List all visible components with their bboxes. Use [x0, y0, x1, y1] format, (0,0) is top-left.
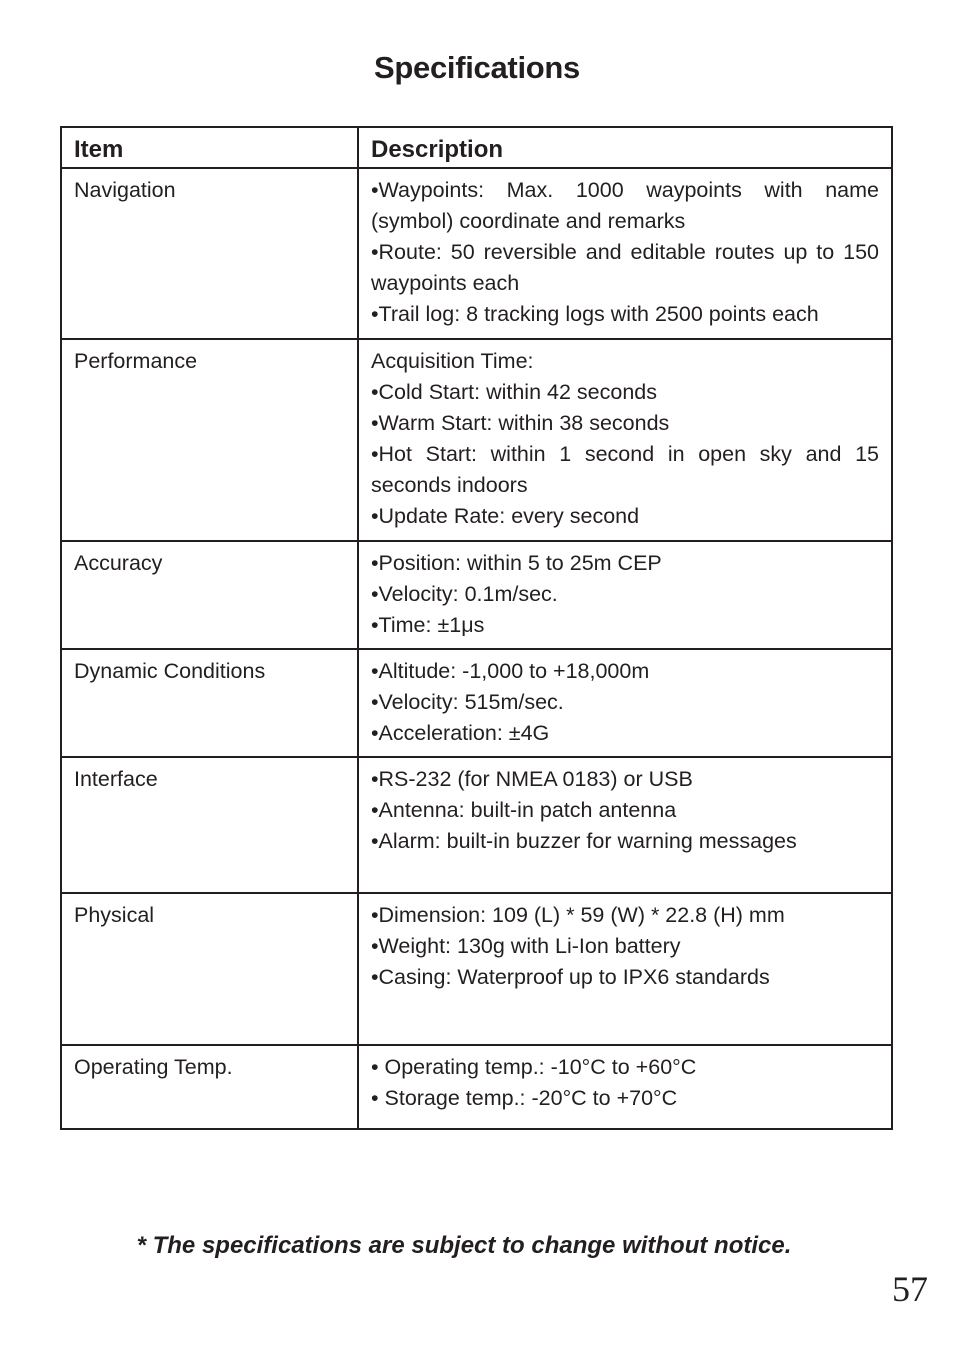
footnote: * The specifications are subject to change without notice. [136, 1232, 792, 1259]
page-number: 57 [892, 1269, 928, 1309]
description-line: •Velocity: 0.1m/sec. [371, 582, 558, 606]
description-line: •RS-232 (for NMEA 0183) or USB [371, 767, 693, 791]
description-line: •Time: ±1μs [371, 613, 485, 637]
table-row [61, 541, 892, 649]
table-row [61, 1045, 892, 1129]
description-line: •Acceleration: ±4G [371, 721, 550, 745]
description-line: •Route: 50 reversible and editable routes up to 150 waypoints each [371, 240, 879, 295]
description-cell [358, 649, 892, 757]
item-cell: Interface [61, 757, 358, 893]
description-line: •Trail log: 8 tracking logs with 2500 points each [371, 302, 819, 326]
description-line: •Hot Start: within 1 second in open sky and 15 seconds indoors [371, 442, 879, 497]
table-row [61, 168, 892, 339]
description-line: •Dimension: 109 (L) * 59 (W) * 22.8 (H) mm [371, 903, 785, 927]
item-cell: Accuracy [61, 541, 358, 649]
description-cell [358, 168, 892, 339]
item-cell: Navigation [61, 168, 358, 339]
item-cell: Performance [61, 339, 358, 541]
table-row [61, 339, 892, 541]
description-line: •Casing: Waterproof up to IPX6 standards [371, 965, 770, 989]
table-row [61, 757, 892, 893]
description-cell [358, 1045, 892, 1129]
description-line: •Position: within 5 to 25m CEP [371, 551, 662, 575]
table-row [61, 893, 892, 1045]
specifications-table [60, 126, 893, 1130]
description-cell [358, 541, 892, 649]
description-line: •Warm Start: within 38 seconds [371, 411, 670, 435]
item-cell: Physical [61, 893, 358, 1045]
description-line: •Weight: 130g with Li-Ion battery [371, 934, 681, 958]
item-cell: Operating Temp. [61, 1045, 358, 1129]
column-header-item: Item [61, 127, 358, 168]
description-line: •Update Rate: every second [371, 504, 640, 528]
description-cell [358, 339, 892, 541]
description-cell [358, 757, 892, 893]
table-header-row [61, 127, 892, 168]
item-cell: Dynamic Conditions [61, 649, 358, 757]
description-line: • Storage temp.: -20°C to +70°C [371, 1086, 678, 1110]
description-line: •Cold Start: within 42 seconds [371, 380, 657, 404]
description-line: •Waypoints: Max. 1000 waypoints with name (symbol) coordinate and remarks [371, 178, 879, 233]
page-title: Specifications [374, 50, 580, 85]
description-line: •Alarm: built-in buzzer for warning messages [371, 829, 797, 853]
description-cell [358, 893, 892, 1045]
description-line: •Velocity: 515m/sec. [371, 690, 564, 714]
table-row [61, 649, 892, 757]
description-line: •Altitude: -1,000 to +18,000m [371, 659, 650, 683]
description-line: • Operating temp.: -10°C to +60°C [371, 1055, 697, 1079]
column-header-description: Description [358, 127, 892, 168]
description-line: •Antenna: built-in patch antenna [371, 798, 677, 822]
description-line: Acquisition Time: [371, 349, 534, 373]
